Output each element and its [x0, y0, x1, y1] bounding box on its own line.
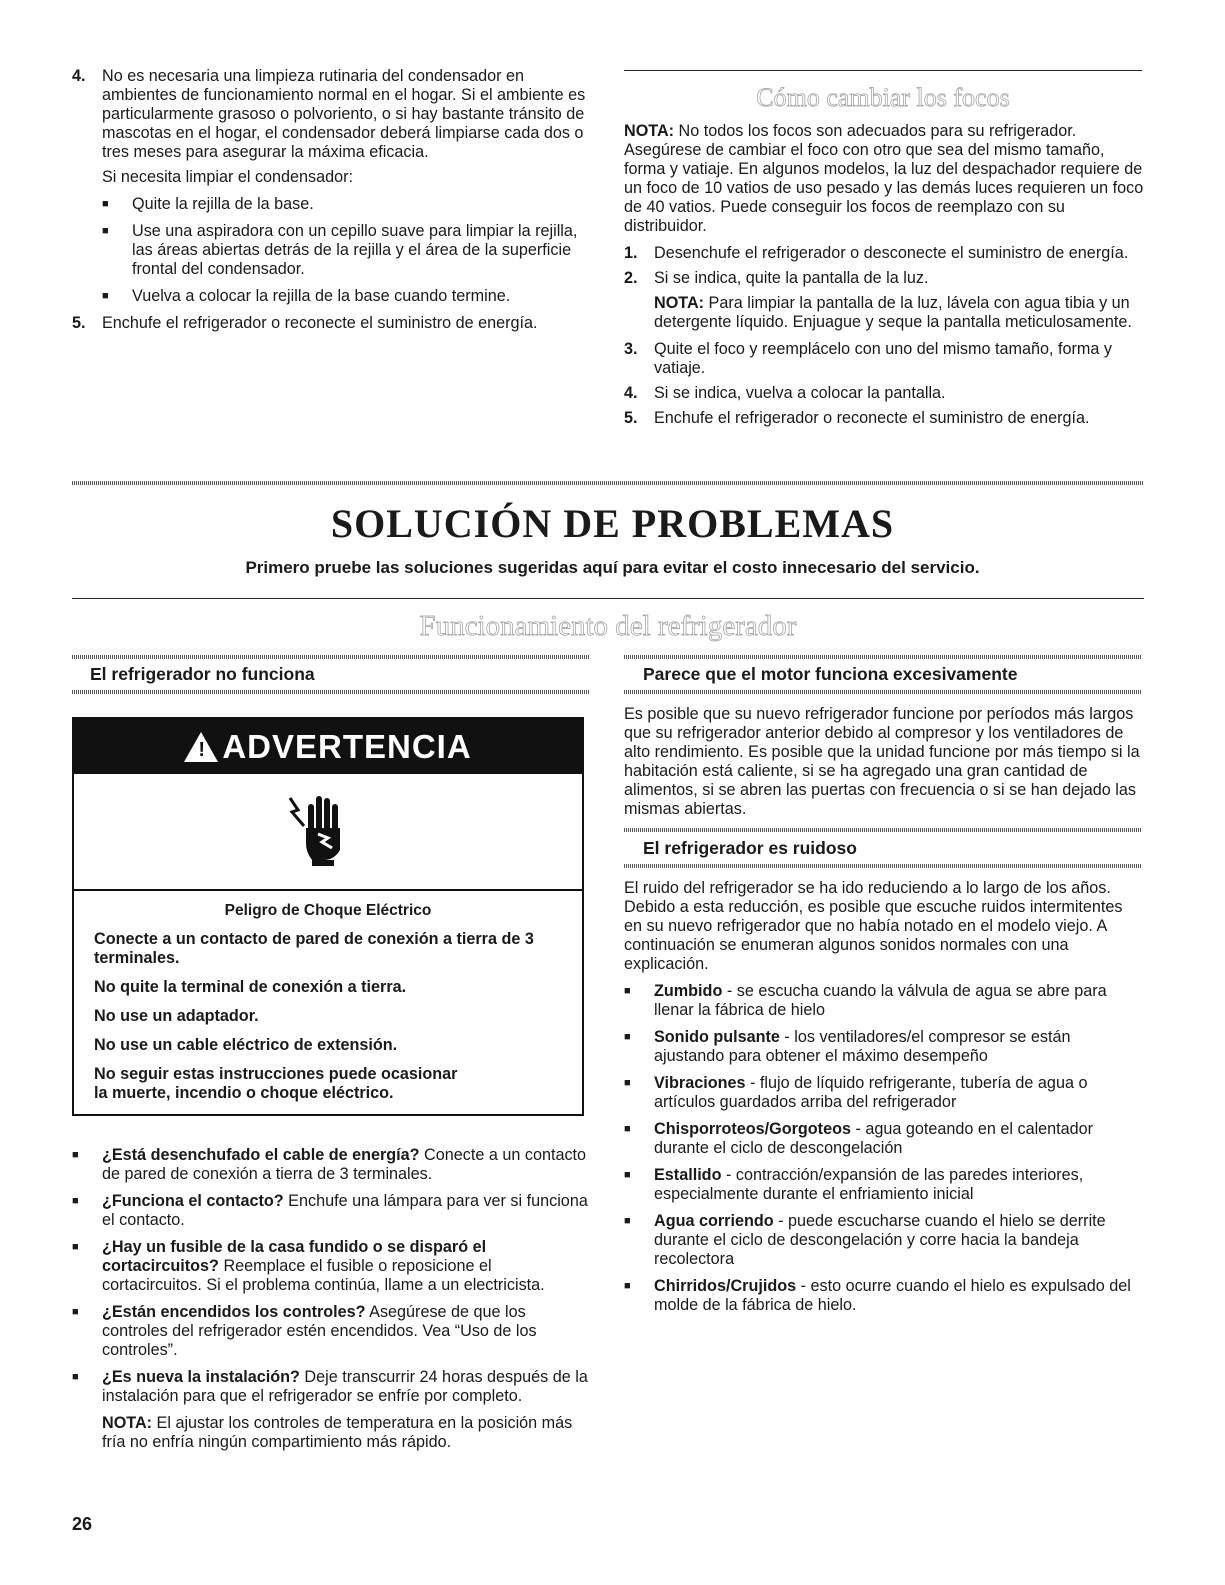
hatched-divider [72, 655, 590, 659]
list-item: ■ Vibraciones - flujo de líquido refrigerante, tubería de agua o artículos guardados arriba del refrigerador [624, 1074, 1088, 1111]
warning-title: ADVERTENCIA [222, 727, 472, 765]
bullet-icon: ■ [624, 1280, 631, 1292]
divider [624, 70, 1142, 71]
bullet-icon: ■ [624, 1215, 631, 1227]
bullet-icon: ■ [72, 1241, 79, 1253]
subhead-noisy: El refrigerador es ruidoso [643, 838, 857, 858]
bullet-icon: ■ [72, 1371, 79, 1383]
warning-line: No use un cable eléctrico de extensión. [94, 1036, 398, 1054]
hatched-divider [624, 655, 1142, 659]
bullet-icon: ■ [72, 1306, 79, 1318]
bulb-note: NOTA: No todos los focos son adecuados para su refrigerador. Asegúrese de cambiar el foco con otro que sea del mismo tamaño, forma y vatiaje. En algunos modelos, la luz del despachador requiere de un foco de 10 vatios de uso pesado y las demás luces requieren un foco de 40 vatios. Puede conseguir los focos de reemplazo con su distribuidor. [624, 122, 1144, 235]
bulb-replacement-section [624, 122, 1144, 434]
divider [72, 598, 1144, 599]
warning-icon-area [74, 774, 582, 891]
bullet-icon: ■ [624, 985, 631, 997]
warning-line: Conecte a un contacto de pared de conexión a tierra de 3 terminales. [94, 930, 534, 967]
section-heading: Funcionamiento del refrigerador [419, 610, 797, 642]
warning-banner [74, 719, 582, 774]
list-item: ■ ¿Funciona el contacto? Enchufe una lámpara para ver si funciona el contacto. [72, 1192, 588, 1229]
bullet-icon: ■ [102, 225, 109, 237]
bullet-icon: ■ [624, 1123, 631, 1135]
step-text: No es necesaria una limpieza rutinaria del condensador en ambientes de funcionamiento normal en el hogar. Si el ambiente es particularmente grasoso o polvoriento, o si hay bastante tránsito de mascotas en el hogar, el condensador deberá limpiarse cada dos o tres meses para asegurar la máxima eficacia. [102, 67, 586, 161]
list-item: ■ ¿Hay un fusible de la casa fundido o se disparó el cortacircuitos? Reemplace el fusible o reposicione el cortacircuitos. Si el problema continúa, llame a un electricista. [72, 1238, 545, 1294]
step-4 [72, 67, 592, 162]
noise-paragraph: El ruido del refrigerador se ha ido reduciendo a lo largo de los años. Debido a esta reducción, es posible que escuche ruidos intermitentes en su nuevo refrigerador que no había notado en el modelo viejo. A continuación se enumeran algunos sonidos normales con una explicación. [624, 879, 1123, 973]
hatched-divider [624, 690, 1142, 694]
warning-body [74, 891, 582, 1103]
bulb-step-note: NOTA: Para limpiar la pantalla de la luz, lávela con agua tibia y un detergente líquido. Enjuague y seque la pantalla meticulosamente. [654, 294, 1132, 331]
bullet-icon: ■ [102, 290, 109, 302]
temperature-note: NOTA: El ajustar los controles de temperatura en la posición más fría no enfría ningún compartimiento más rápido. [102, 1414, 573, 1451]
hazard-label: Peligro de Choque Eléctrico [224, 902, 432, 919]
noise-section [624, 879, 1144, 1323]
hatched-divider [624, 864, 1142, 868]
warning-consequence: No seguir estas instrucciones puede ocasionar la muerte, incendio o choque eléctrico. [94, 1065, 458, 1102]
bulb-step: 3. Quite el foco y reemplácelo con uno del mismo tamaño, forma y vatiaje. [624, 340, 1112, 377]
bulb-step: 2. Si se indica, quite la pantalla de la luz. [624, 269, 929, 287]
list-item: ■ Sonido pulsante - los ventiladores/el compresor se están ajustando para obtener el máximo desempeño [624, 1028, 1071, 1065]
motor-paragraph-block [624, 705, 1144, 827]
step-text: Enchufe el refrigerador o reconecte el suministro de energía. [102, 314, 538, 332]
list-item: ■ ¿Es nueva la instalación? Deje transcurrir 24 horas después de la instalación para que el refrigerador se enfríe por completo. [72, 1368, 588, 1405]
step-number: 5. [72, 314, 86, 332]
warning-triangle-icon: ! [184, 732, 218, 762]
list-item: ■ Quite la rejilla de la base. [102, 195, 314, 213]
list-item: ■ Chirridos/Crujidos - esto ocurre cuando el hielo es expulsado del molde de la fábrica de hielo. [624, 1277, 1131, 1314]
page-title: SOLUCIÓN DE PROBLEMAS [330, 501, 895, 546]
bulb-step: 5. Enchufe el refrigerador o reconecte el suministro de energía. [624, 409, 1090, 427]
step-5 [72, 314, 592, 333]
subhead-not-working: El refrigerador no funciona [90, 664, 315, 684]
list-item: ■ ¿Están encendidos los controles? Asegúrese de que los controles del refrigerador estén encendidos. Vea “Uso de los controles”. [72, 1303, 537, 1359]
hatched-divider [72, 690, 590, 694]
bullet-icon: ■ [72, 1149, 79, 1161]
subhead-motor: Parece que el motor funciona excesivamente [643, 664, 1018, 684]
list-item: ■ Use una aspiradora con un cepillo suave para limpiar la rejilla, las áreas abiertas detrás de la rejilla y el área de la superficie frontal del condensador. [102, 222, 578, 278]
hatched-divider [624, 828, 1142, 832]
bulb-section-heading: Cómo cambiar los focos [756, 83, 1010, 112]
list-item: ■ Vuelva a colocar la rejilla de la base cuando termine. [102, 287, 511, 305]
bullet-icon: ■ [102, 198, 109, 210]
page-subtitle: Primero pruebe las soluciones sugeridas aquí para evitar el costo innecesario del servicio. [245, 558, 980, 577]
bulb-step: 1. Desenchufe el refrigerador o desconecte el suministro de energía. [624, 244, 1129, 262]
warning-line: No use un adaptador. [94, 1007, 259, 1025]
bullet-icon: ■ [72, 1195, 79, 1207]
step-number: 4. [72, 67, 86, 85]
bullet-icon: ■ [624, 1169, 631, 1181]
list-item: ■ ¿Está desenchufado el cable de energía? Conecte a un contacto de pared de conexión a tierra de 3 terminales. [72, 1146, 587, 1183]
warning-box [72, 717, 584, 1116]
list-item: ■ Agua corriendo - puede escucharse cuando el hielo se derrite durante el ciclo de descongelación y corre hacia la bandeja recolectora [624, 1212, 1106, 1268]
bullet-icon: ■ [624, 1031, 631, 1043]
list-item: ■ Chisporroteos/Gorgoteos - agua goteando en el calentador durante el ciclo de descongelación [624, 1120, 1094, 1157]
list-item: ■ Zumbido - se escucha cuando la válvula de agua se abre para llenar la fábrica de hielo [624, 982, 1107, 1019]
hatched-divider [72, 481, 1144, 485]
not-working-checklist [72, 1146, 592, 1460]
motor-paragraph: Es posible que su nuevo refrigerador funcione por períodos más largos que su refrigerador anterior debido al compresor y los ventiladores de alto rendimiento. Es posible que la unidad funcione por más tiempo si la habitación está caliente, si se ha agregado una gran cantidad de alimentos, si se abren las puertas con frecuencia o si se han dejado las mismas abiertas. [624, 705, 1140, 818]
list-item: ■ Estallido - contracción/expansión de las paredes interiores, especialmente durante el enfriamiento inicial [624, 1166, 1084, 1203]
condenser-cleaning-section [72, 67, 592, 339]
electric-shock-hand-icon [284, 788, 364, 868]
warning-line: No quite la terminal de conexión a tierra. [94, 978, 407, 996]
bulb-step: 4. Si se indica, vuelva a colocar la pantalla. [624, 384, 946, 402]
bullet-icon: ■ [624, 1077, 631, 1089]
page-number: 26 [72, 1514, 93, 1534]
condenser-intro: Si necesita limpiar el condensador: [102, 168, 354, 186]
